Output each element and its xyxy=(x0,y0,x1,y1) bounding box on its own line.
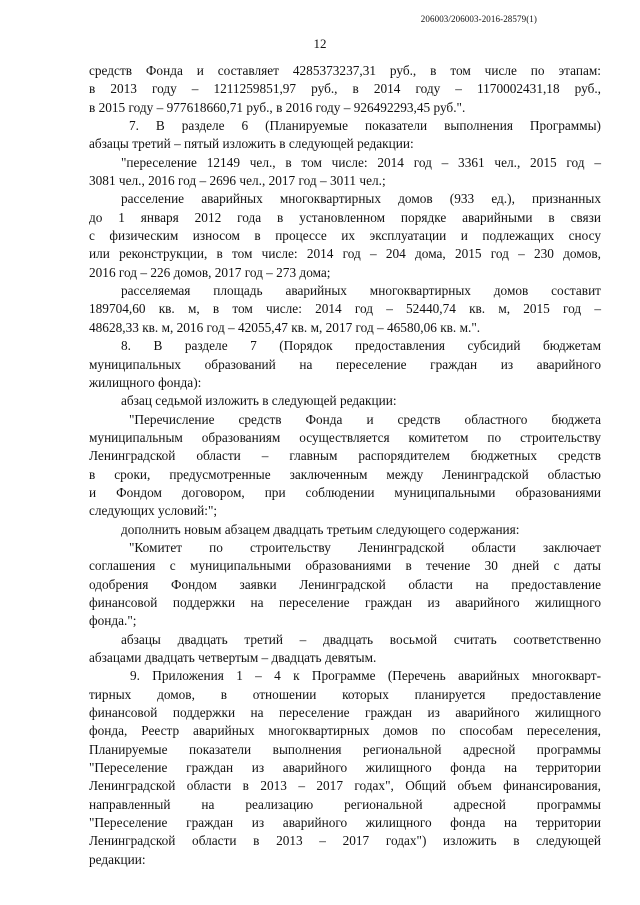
text-line: абзацы двадцать третий – двадцать восьмой считать соответственно xyxy=(121,631,601,647)
text-line: "Переселение граждан из аварийного жилищного фонда на территории xyxy=(89,760,601,776)
text-line: направленный на реализацию региональной адресной программы xyxy=(89,796,601,812)
text-line: соглашения с муниципальными образованиями в течение 30 дней с даты xyxy=(89,558,601,574)
text-line: 2016 год – 226 домов, 2017 год – 273 дома; xyxy=(89,264,331,280)
text-line: в 2013 году – 1211259851,97 руб., в 2014 году – 1170002431,18 руб., xyxy=(89,81,601,97)
text-line: дополнить новым абзацем двадцать третьим следующего содержания: xyxy=(121,521,520,537)
text-line: финансовой поддержки на переселение граждан из аварийного жилищного xyxy=(89,594,601,610)
document-body xyxy=(89,62,601,869)
text-line: "Перечисление средств Фонда и средств областного бюджета xyxy=(129,411,601,427)
text-line: расселяемая площадь аварийных многоквартирных домов составит xyxy=(121,283,601,299)
page-number: 12 xyxy=(313,36,327,51)
text-line: муниципальным образованиям осуществляется комитетом по строительству xyxy=(89,429,601,445)
text-line: муниципальных образований на переселение граждан из аварийного xyxy=(89,356,601,372)
text-line: расселение аварийных многоквартирных домов (933 ед.), признанных xyxy=(121,191,601,207)
text-line: или реконструкции, в том числе: 2014 год – 204 дома, 2015 год – 230 домов, xyxy=(89,246,601,262)
text-line: абзац седьмой изложить в следующей редакции: xyxy=(121,393,397,409)
text-line: 3081 чел., 2016 год – 2696 чел., 2017 год – 3011 чел.; xyxy=(89,173,386,189)
text-line: финансовой поддержки на переселение граждан из аварийного жилищного xyxy=(89,705,601,721)
text-line: 7. В разделе 6 (Планируемые показатели выполнения Программы) xyxy=(129,118,601,134)
text-line: и Фондом договором, при соблюдении муниципальными образованиями xyxy=(89,484,601,500)
text-line: 48628,33 кв. м, 2016 год – 42055,47 кв. м, 2017 год – 46580,06 кв. м.". xyxy=(89,319,481,335)
text-line: средств Фонда и составляет 4285373237,31 руб., в том числе по этапам: xyxy=(89,63,601,78)
text-line: фонда, Реестр аварийных многоквартирных домов по способам переселения, xyxy=(89,723,601,739)
text-line: в 2015 году – 977618660,71 руб., в 2016 году – 926492293,45 руб.". xyxy=(89,99,466,115)
text-line: Ленинградской области в 2013 – 2017 годах") изложить в следующей xyxy=(89,833,601,849)
text-line: с физическим износом в процессе их эксплуатации и подлежащих сносу xyxy=(89,228,601,244)
text-line: "переселение 12149 чел., в том числе: 2014 год – 3361 чел., 2015 год – xyxy=(121,154,601,170)
text-line: следующих условий:"; xyxy=(89,503,218,519)
text-line: Ленинградской области в 2013 – 2017 годах", Общий объем финансирования, xyxy=(89,778,601,794)
text-line: абзацами двадцать четвертым – двадцать девятым. xyxy=(89,650,377,665)
text-line: одобрения Фондом заявки Ленинградской области на предоставление xyxy=(89,576,601,592)
text-line: в сроки, предусмотренные заключенным между Ленинградской областью xyxy=(89,466,601,482)
text-line: "Переселение граждан из аварийного жилищного фонда на территории xyxy=(89,815,601,831)
text-line: фонда."; xyxy=(89,613,137,629)
text-line: до 1 января 2012 года в установленном порядке аварийными в связи xyxy=(89,209,601,225)
text-line: абзацы третий – пятый изложить в следующей редакции: xyxy=(89,136,414,152)
text-line: Ленинградской области – главным распорядителем бюджетных средств xyxy=(89,448,601,464)
text-line: редакции: xyxy=(89,851,146,867)
text-line: 8. В разделе 7 (Порядок предоставления субсидий бюджетам xyxy=(121,338,601,354)
text-line: 9. Приложения 1 – 4 к Программе (Перечень аварийных многокварт- xyxy=(130,668,601,684)
text-line: 189704,60 кв. м, в том числе: 2014 год – 52440,74 кв. м, 2015 год – xyxy=(89,301,601,317)
text-line: жилищного фонда): xyxy=(89,374,202,390)
text-line: Планируемые показатели выполнения региональной адресной программы xyxy=(89,741,601,757)
document-id: 206003/206003-2016-28579(1) xyxy=(420,14,537,24)
text-line: тирных домов, в отношении которых планируется предоставление xyxy=(89,686,601,702)
text-line: "Комитет по строительству Ленинградской области заключает xyxy=(129,539,601,555)
